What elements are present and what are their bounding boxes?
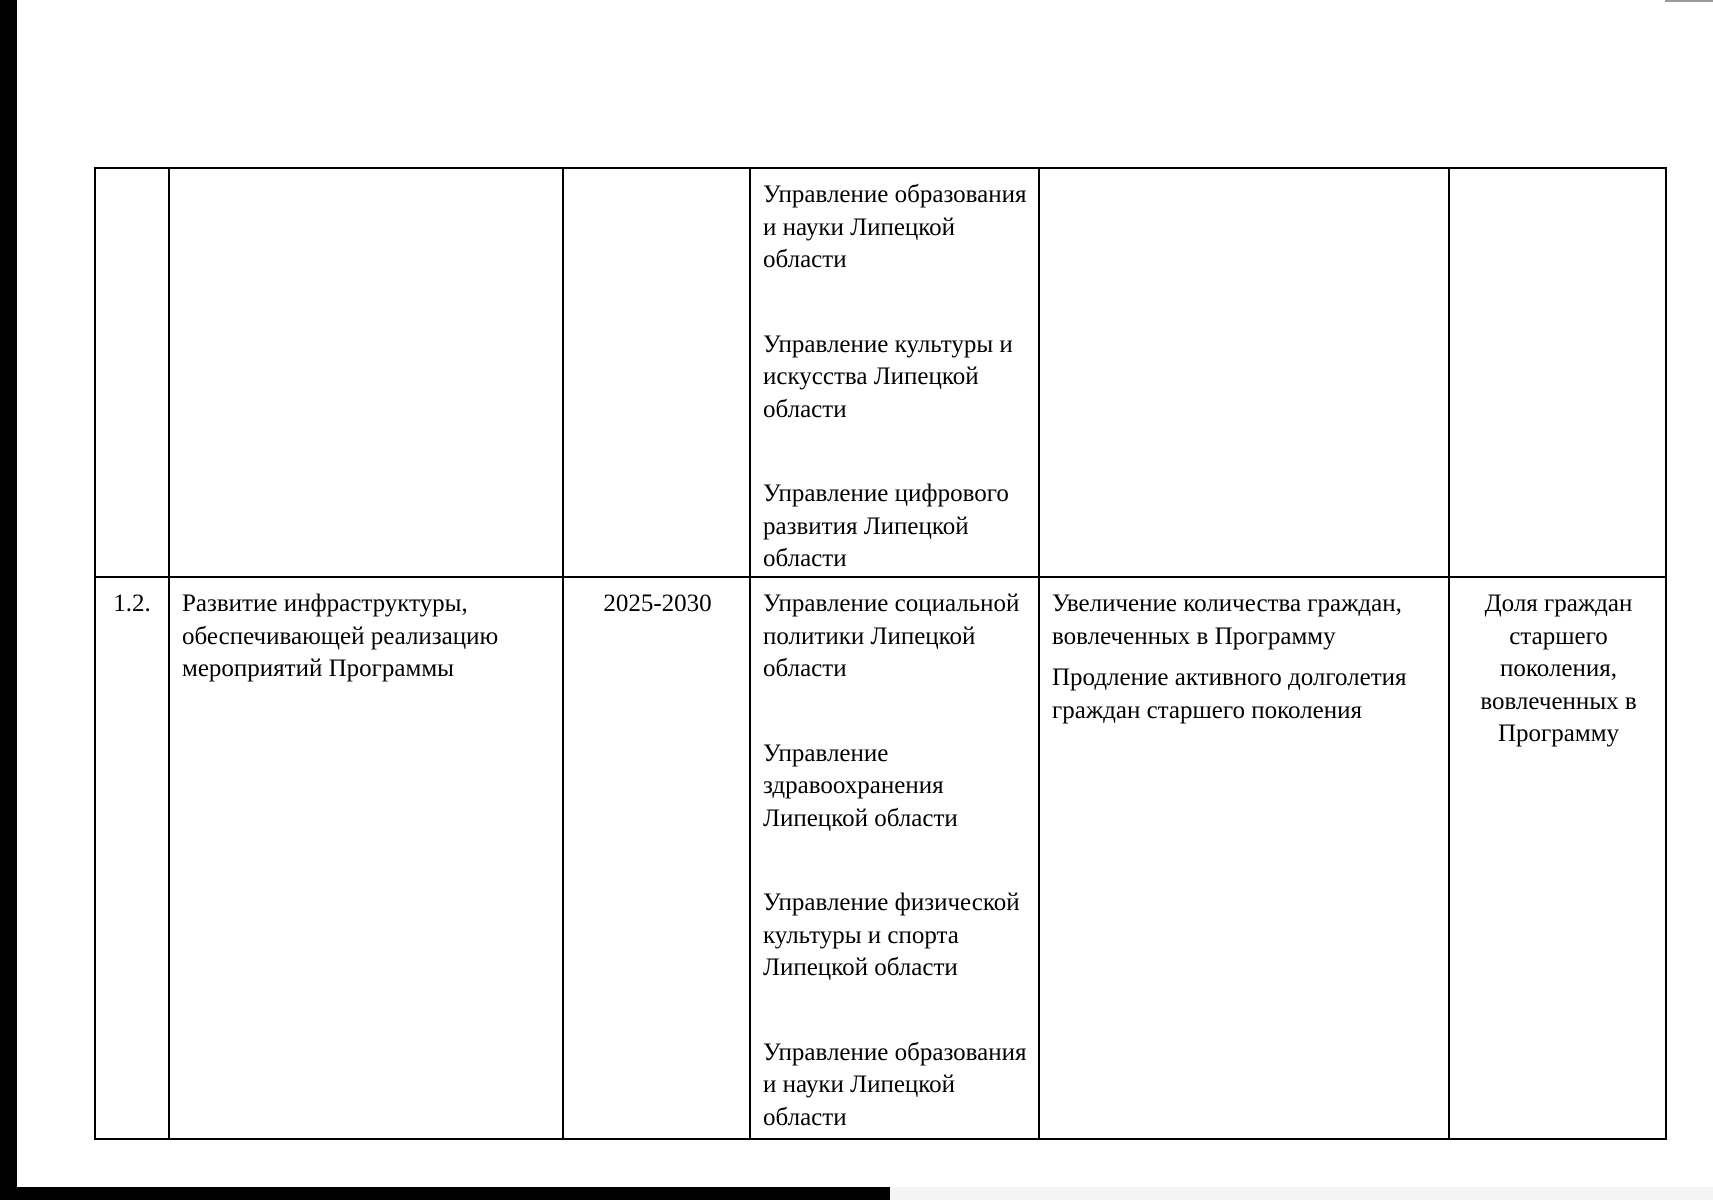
activity-name: Развитие инфраструктуры, обеспечивающей реализацию мероприятий Программы bbox=[169, 577, 563, 1139]
indicator: Доля граждан старшего поколения, вовлеченных в Программу bbox=[1449, 577, 1666, 1139]
result-item: Увеличение количества граждан, вовлеченных в Программу bbox=[1052, 590, 1402, 650]
agency-item: Управление физической культуры и спорта Липецкой области bbox=[763, 889, 1020, 981]
scan-edge-bottom-light bbox=[890, 1187, 1713, 1200]
scan-edge-left bbox=[0, 0, 17, 1200]
program-table bbox=[94, 167, 1667, 1140]
responsible-agencies bbox=[750, 577, 1039, 1139]
row-number bbox=[95, 168, 169, 577]
activity-name bbox=[169, 168, 563, 577]
expected-results bbox=[1039, 577, 1449, 1139]
expected-results bbox=[1039, 168, 1449, 577]
agency-item: Управление культуры и искусства Липецкой области bbox=[763, 330, 1013, 423]
table-row bbox=[95, 577, 1666, 1139]
agency-item: Управление образования и науки Липецкой области bbox=[763, 181, 1027, 273]
result-item: Продление активного долголетия граждан старшего поколения bbox=[1052, 664, 1407, 724]
agency-item: Управление здравоохранения Липецкой области bbox=[763, 739, 958, 832]
table-row bbox=[95, 168, 1666, 577]
scan-mark bbox=[1665, 0, 1713, 7]
implementation-period: 2025-2030 bbox=[563, 577, 750, 1139]
agency-item: Управление социальной политики Липецкой области bbox=[763, 590, 1020, 682]
agency-item: Управление цифрового развития Липецкой области bbox=[763, 480, 1009, 572]
row-number: 1.2. bbox=[95, 577, 169, 1139]
implementation-period bbox=[563, 168, 750, 577]
agency-item: Управление образования и науки Липецкой области bbox=[763, 1038, 1027, 1131]
responsible-agencies bbox=[750, 168, 1039, 577]
indicator bbox=[1449, 168, 1666, 577]
